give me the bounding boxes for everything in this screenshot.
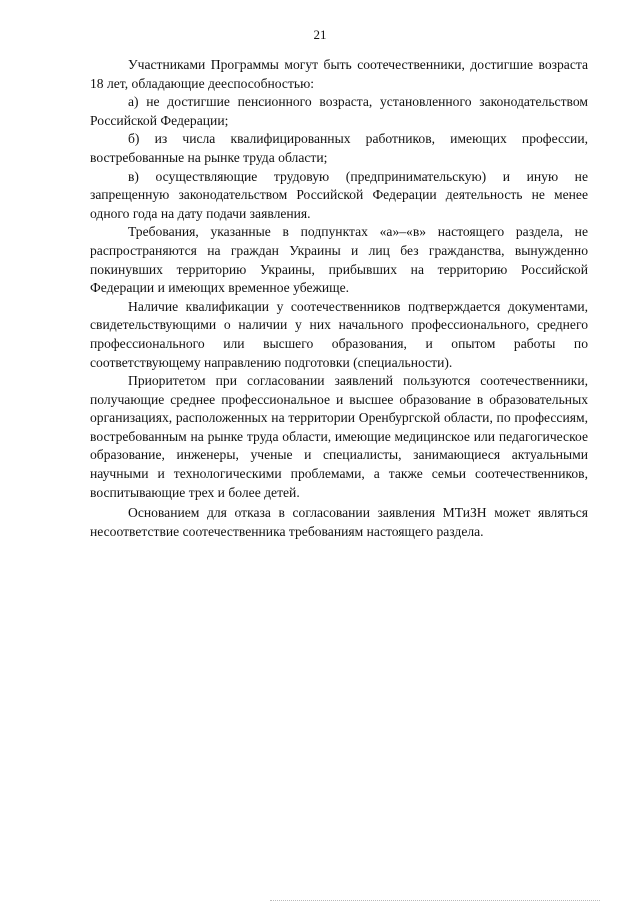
document-body [90,56,588,541]
paragraph-item-b: б) из числа квалифицированных работников, имеющих профессии, востребованные на рынке труда области; [90,131,588,165]
paragraph-item-a: а) не достигшие пенсионного возраста, установленного законодательством Российской Федерации; [90,94,588,128]
paragraph-refusal: Основанием для отказа в согласовании заявления МТиЗН может являться несоответствие соотечественника требованиям настоящего раздела. [90,505,588,539]
page-number: 21 [313,27,327,42]
paragraph-requirements: Требования, указанные в подпунктах «а»–«в» настоящего раздела, не распространяются на граждан Украины и лиц без гражданства, вынужденно покинувших территорию Украины, прибывших на территорию Российской Федерации и имеющих временное убежище. [90,224,588,296]
paragraph-priority: Приоритетом при согласовании заявлений пользуются соотечественники, получающие среднее профессиональное и высшее образование в образовательных организациях, расположенных на территории Оренбургской области, по профессиям, востребованным на рынке труда области, имеющие медицинское или педагогическое образование, инженеры, ученые и специалисты, занимающиеся актуальными научными и технологическими проблемами, а также семьи соотечественников, воспитывающие трех и более детей. [90,373,588,500]
footer-divider [270,900,600,902]
paragraph-qualification: Наличие квалификации у соотечественников подтверждается документами, свидетельствующими о наличии у них начального профессионального, среднего профессионального или высшего образования, и опытом работы по соответствующему направлению подготовки (специальности). [90,298,588,370]
paragraph-item-c: в) осуществляющие трудовую (предпринимательскую) и иную не запрещенную законодательством Российской Федерации деятельность не менее одного года на дату подачи заявления. [90,168,588,221]
paragraph-participants: Участниками Программы могут быть соотечественники, достигшие возраста 18 лет, обладающие дееспособностью: [90,57,588,91]
